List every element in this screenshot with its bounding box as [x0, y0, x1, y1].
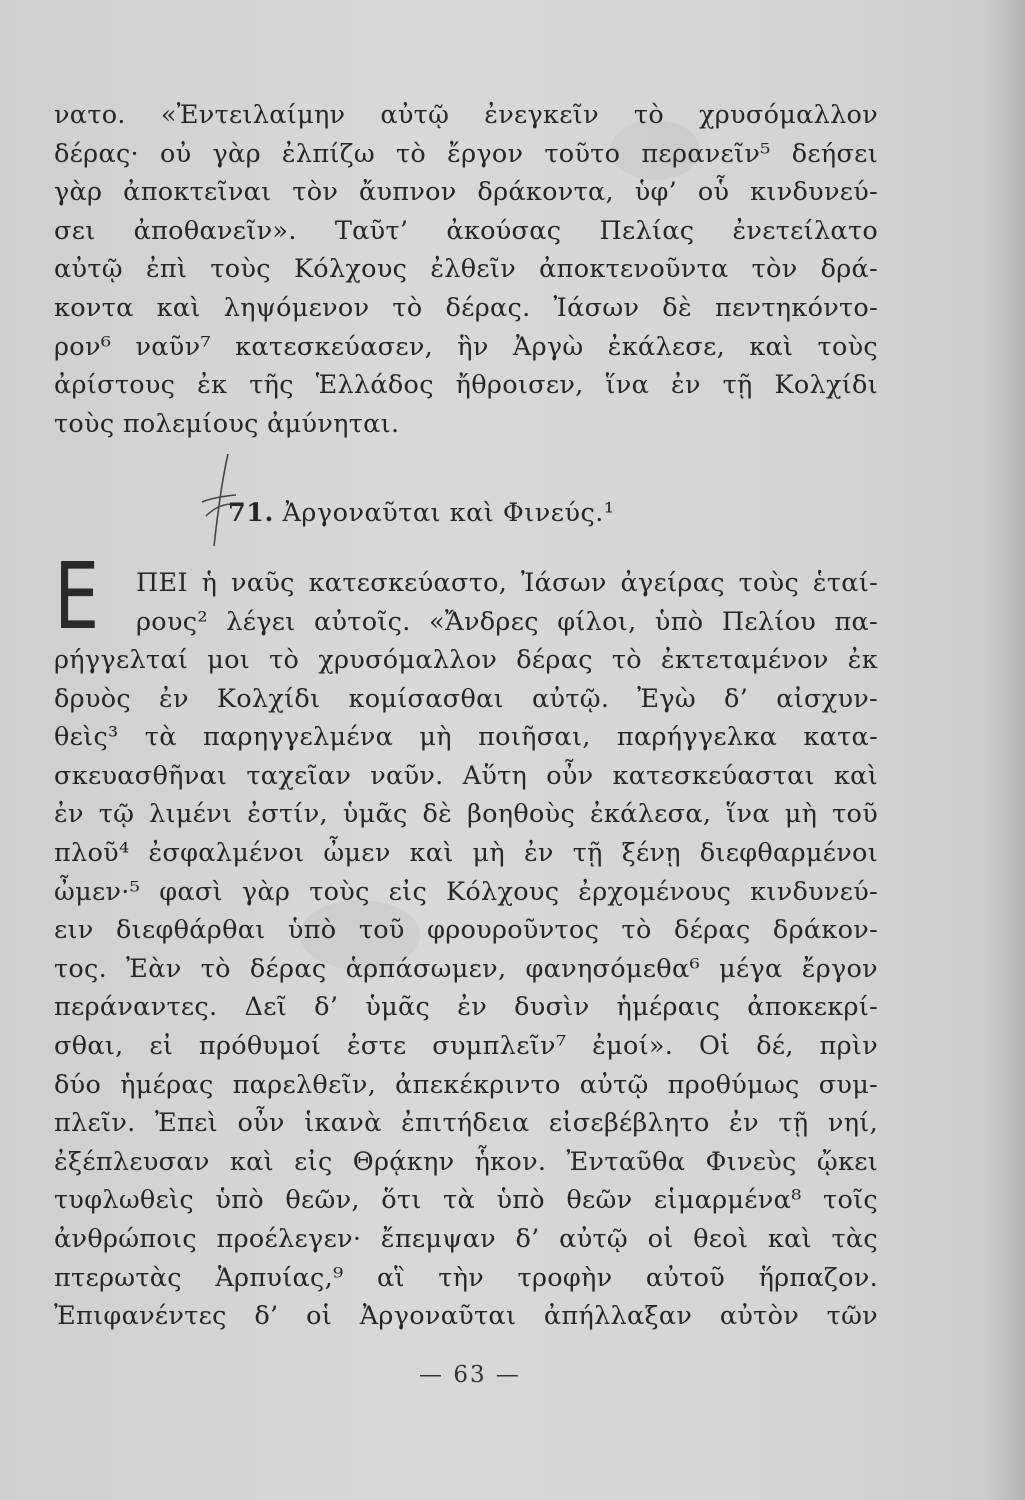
text-line: τος. Ἐὰν τὸ δέρας ἁρπάσωμεν, φανησόμεθα⁶ μέγα ἔργον [54, 953, 878, 984]
body-indented-lines [136, 564, 878, 641]
text-line: ὦμεν·⁵ φασὶ γὰρ τοὺς εἰς Κόλχους ἐρχομένους κινδυνεύ- [54, 876, 878, 907]
text-line: ρήγγελταί μοι τὸ χρυσόμαλλον δέρας τὸ ἐκτεταμένον ἐκ [54, 645, 878, 675]
text-line: περάναντες. Δεῖ δ’ ὑμᾶς ἐν δυσὶν ἡμέραις ἀποκεκρί- [54, 992, 878, 1023]
text-line: τοὺς πολεμίους ἀμύνηται. [54, 408, 400, 439]
text-line: ἀρίστους ἐκ τῆς Ἑλλάδος ἤθροισεν, ἵνα ἐν τῇ Κολχίδι [54, 370, 878, 401]
page-edge-shadow [987, 0, 1025, 1500]
text-line: θεὶς³ τὰ παρηγγελμένα μὴ ποιῆσαι, παρήγγελκα κατα- [54, 722, 878, 753]
drop-cap: E [54, 543, 100, 650]
text-line: Ἐπιφανέντες δ’ οἱ Ἀργοναῦται ἀπήλλαξαν αὐτὸν τῶν [54, 1301, 878, 1332]
text-line: πτερωτὰς Ἁρπυίας,⁹ αἳ τὴν τροφὴν αὐτοῦ ἥρπαζον. [54, 1262, 878, 1293]
text-line: δέρας· οὐ γὰρ ἐλπίζω τὸ ἔργον τοῦτο περανεῖν⁵ δεήσει [54, 138, 878, 169]
text-line: πλεῖν. Ἐπεὶ οὖν ἱκανὰ ἐπιτήδεια εἰσεβέβλητο ἐν τῇ νηί, [54, 1108, 878, 1139]
text-line: ἀνθρώποις προέλεγεν· ἔπεμψαν δ’ αὐτῷ οἱ θεοὶ καὶ τὰς [54, 1223, 878, 1254]
text-line: νατο. «Ἐντειλαίμην αὐτῷ ἐνεγκεῖν τὸ χρυσόμαλλον [54, 100, 878, 130]
text-line: τυφλωθεὶς ὑπὸ θεῶν, ὅτι τὰ ὑπὸ θεῶν εἱμαρμένα⁸ τοῖς [54, 1185, 878, 1216]
text-line: σει ἀποθανεῖν». Ταῦτ’ ἀκούσας Πελίας ἐνετείλατο [54, 215, 878, 246]
text-line: δύο ἡμέρας παρελθεῖν, ἀπεκέκριντο αὐτῷ προθύμως συμ- [54, 1069, 878, 1100]
text-line: γὰρ ἀποκτεῖναι τὸν ἄυπνον δράκοντα, ὑφ’ οὗ κινδυνεύ- [54, 177, 878, 208]
text-line: δρυὸς ἐν Κολχίδι κομίσασθαι αὐτῷ. Ἐγὼ δ’ αἰσχυν- [54, 683, 878, 714]
text-line: ρους² λέγει αὐτοῖς. «Ἄνδρες φίλοι, ὑπὸ Πελίου πα- [136, 606, 878, 637]
text-line: σθαι, εἰ πρόθυμοί ἐστε συμπλεῖν⁷ ἐμοί». Οἱ δέ, πρὶν [54, 1030, 878, 1061]
section-heading [228, 494, 615, 532]
page-number: — 63 — [419, 1362, 521, 1388]
text-line: κοντα καὶ ληψόμενον τὸ δέρας. Ἰάσων δὲ πεντηκόντο- [54, 292, 878, 323]
text-line: ἐξέπλευσαν καὶ εἰς Θρᾴκην ἧκον. Ἐνταῦθα Φινεὺς ᾤκει [54, 1146, 878, 1177]
text-line: αὐτῷ ἐπὶ τοὺς Κόλχους ἐλθεῖν ἀποκτενοῦντα τὸν δρά- [54, 254, 878, 285]
body-paragraph [54, 641, 878, 1336]
text-line: ἐν τῷ λιμένι ἐστίν, ὑμᾶς δὲ βοηθοὺς ἐκάλεσα, ἵνα μὴ τοῦ [54, 799, 878, 830]
text-line: ΠΕΙ ἡ ναῦς κατεσκεύαστο, Ἰάσων ἀγείρας τοὺς ἑταί- [136, 568, 878, 598]
section-number: 71. [228, 498, 274, 528]
section-title: Ἀργοναῦται καὶ Φινεύς.¹ [282, 498, 615, 528]
top-paragraph [54, 96, 878, 443]
text-line: πλοῦ⁴ ἐσφαλμένοι ὦμεν καὶ μὴ ἐν τῇ ξένῃ διεφθαρμένοι [54, 837, 878, 868]
text-line: ειν διεφθάρθαι ὑπὸ τοῦ φρουροῦντος τὸ δέρας δράκον- [54, 915, 878, 946]
text-line: ρον⁶ ναῦν⁷ κατεσκεύασεν, ἣν Ἀργὼ ἐκάλεσε, καὶ τοὺς [54, 331, 878, 362]
text-line: σκευασθῆναι ταχεῖαν ναῦν. Αὕτη οὖν κατεσκεύασται καὶ [54, 760, 878, 791]
